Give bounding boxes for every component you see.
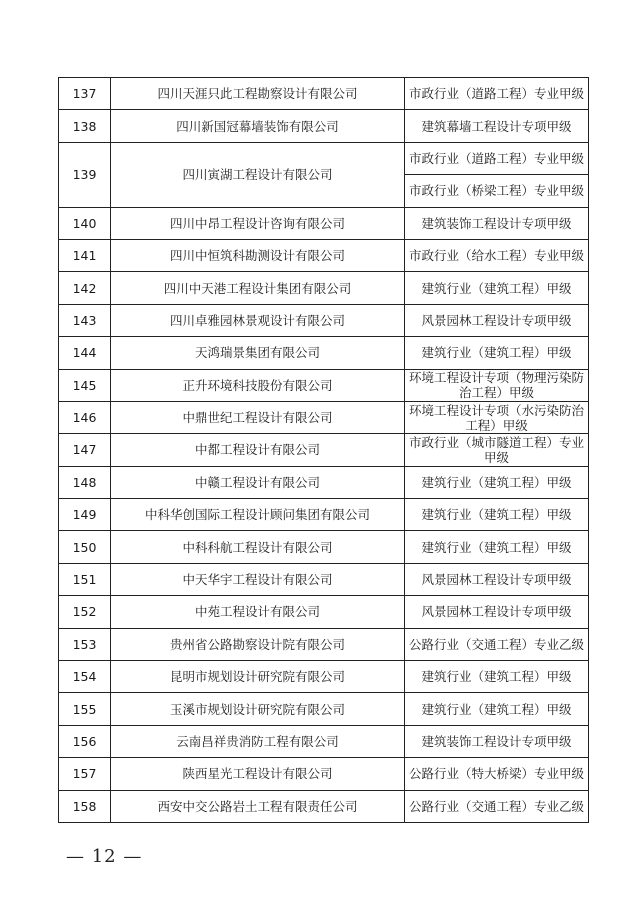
qualification: 公路行业（特大桥梁）专业甲级 [405,758,589,790]
row-number: 142 [59,272,111,304]
company-name: 正升环境科技股份有限公司 [111,369,405,401]
qualification: 市政行业（道路工程）专业甲级 [405,142,589,174]
row-number: 145 [59,369,111,401]
qualification: 公路行业（交通工程）专业乙级 [405,790,589,822]
qualification: 建筑行业（建筑工程）甲级 [405,693,589,725]
table-row [59,207,589,239]
row-number: 148 [59,466,111,498]
row-number: 152 [59,596,111,628]
row-number: 140 [59,207,111,239]
table-row [59,369,589,401]
company-name: 四川中昂工程设计咨询有限公司 [111,207,405,239]
table-row [59,401,589,433]
row-number: 157 [59,758,111,790]
qualification: 风景园林工程设计专项甲级 [405,304,589,336]
table-row [59,466,589,498]
qualification: 市政行业（桥梁工程）专业甲级 [405,175,589,207]
company-name: 四川中恒筑科勘测设计有限公司 [111,239,405,271]
company-name: 四川中天港工程设计集团有限公司 [111,272,405,304]
table-row [59,304,589,336]
company-name: 西安中交公路岩土工程有限责任公司 [111,790,405,822]
table-row [59,78,589,110]
company-name: 中科科航工程设计有限公司 [111,531,405,563]
company-name: 中天华宇工程设计有限公司 [111,563,405,595]
company-name: 贵州省公路勘察设计院有限公司 [111,628,405,660]
company-name: 中科华创国际工程设计顾问集团有限公司 [111,499,405,531]
qualification: 风景园林工程设计专项甲级 [405,596,589,628]
table-row [59,142,589,174]
table-row [59,272,589,304]
table-row [59,110,589,142]
qualification: 建筑行业（建筑工程）甲级 [405,531,589,563]
row-number: 151 [59,563,111,595]
company-name: 中赣工程设计有限公司 [111,466,405,498]
table-row [59,693,589,725]
qualification: 建筑行业（建筑工程）甲级 [405,337,589,369]
company-name: 天鸿瑞景集团有限公司 [111,337,405,369]
qualification: 建筑行业（建筑工程）甲级 [405,661,589,693]
table-row [59,725,589,757]
row-number: 158 [59,790,111,822]
row-number: 149 [59,499,111,531]
table-row [59,337,589,369]
row-number: 143 [59,304,111,336]
qualification: 市政行业（给水工程）专业甲级 [405,239,589,271]
qualification: 建筑行业（建筑工程）甲级 [405,466,589,498]
row-number: 146 [59,401,111,433]
company-name: 中鼎世纪工程设计有限公司 [111,401,405,433]
table-row [59,531,589,563]
page-number: — 12 — [66,846,143,867]
qualification: 公路行业（交通工程）专业乙级 [405,628,589,660]
company-name: 云南昌祥贵消防工程有限公司 [111,725,405,757]
company-name: 陕西星光工程设计有限公司 [111,758,405,790]
qualification-table-body [59,78,589,823]
row-number: 144 [59,337,111,369]
company-name: 四川卓雅园林景观设计有限公司 [111,304,405,336]
qualification: 市政行业（城市隧道工程）专业甲级 [405,434,589,466]
table-row [59,434,589,466]
row-number: 141 [59,239,111,271]
table-row [59,596,589,628]
company-name: 中苑工程设计有限公司 [111,596,405,628]
qualification: 建筑行业（建筑工程）甲级 [405,272,589,304]
row-number: 138 [59,110,111,142]
row-number: 155 [59,693,111,725]
row-number: 153 [59,628,111,660]
table-row [59,758,589,790]
qualification: 市政行业（道路工程）专业甲级 [405,78,589,110]
qualification: 建筑幕墙工程设计专项甲级 [405,110,589,142]
table-row [59,239,589,271]
qualification: 环境工程设计专项（物理污染防治工程）甲级 [405,369,589,401]
qualification-table [58,77,589,823]
company-name: 玉溪市规划设计研究院有限公司 [111,693,405,725]
company-name: 四川新国冠幕墙装饰有限公司 [111,110,405,142]
qualification: 建筑装饰工程设计专项甲级 [405,207,589,239]
company-name: 四川天涯只此工程勘察设计有限公司 [111,78,405,110]
row-number: 154 [59,661,111,693]
row-number: 150 [59,531,111,563]
table-row [59,499,589,531]
table-row [59,563,589,595]
company-name: 中都工程设计有限公司 [111,434,405,466]
qualification: 风景园林工程设计专项甲级 [405,563,589,595]
qualification: 建筑行业（建筑工程）甲级 [405,499,589,531]
table-row [59,628,589,660]
company-name: 四川寅湖工程设计有限公司 [111,142,405,207]
qualification: 建筑装饰工程设计专项甲级 [405,725,589,757]
table-row [59,790,589,822]
qualification: 环境工程设计专项（水污染防治工程）甲级 [405,401,589,433]
row-number: 156 [59,725,111,757]
row-number: 137 [59,78,111,110]
company-name: 昆明市规划设计研究院有限公司 [111,661,405,693]
row-number: 139 [59,142,111,207]
row-number: 147 [59,434,111,466]
table-row [59,661,589,693]
